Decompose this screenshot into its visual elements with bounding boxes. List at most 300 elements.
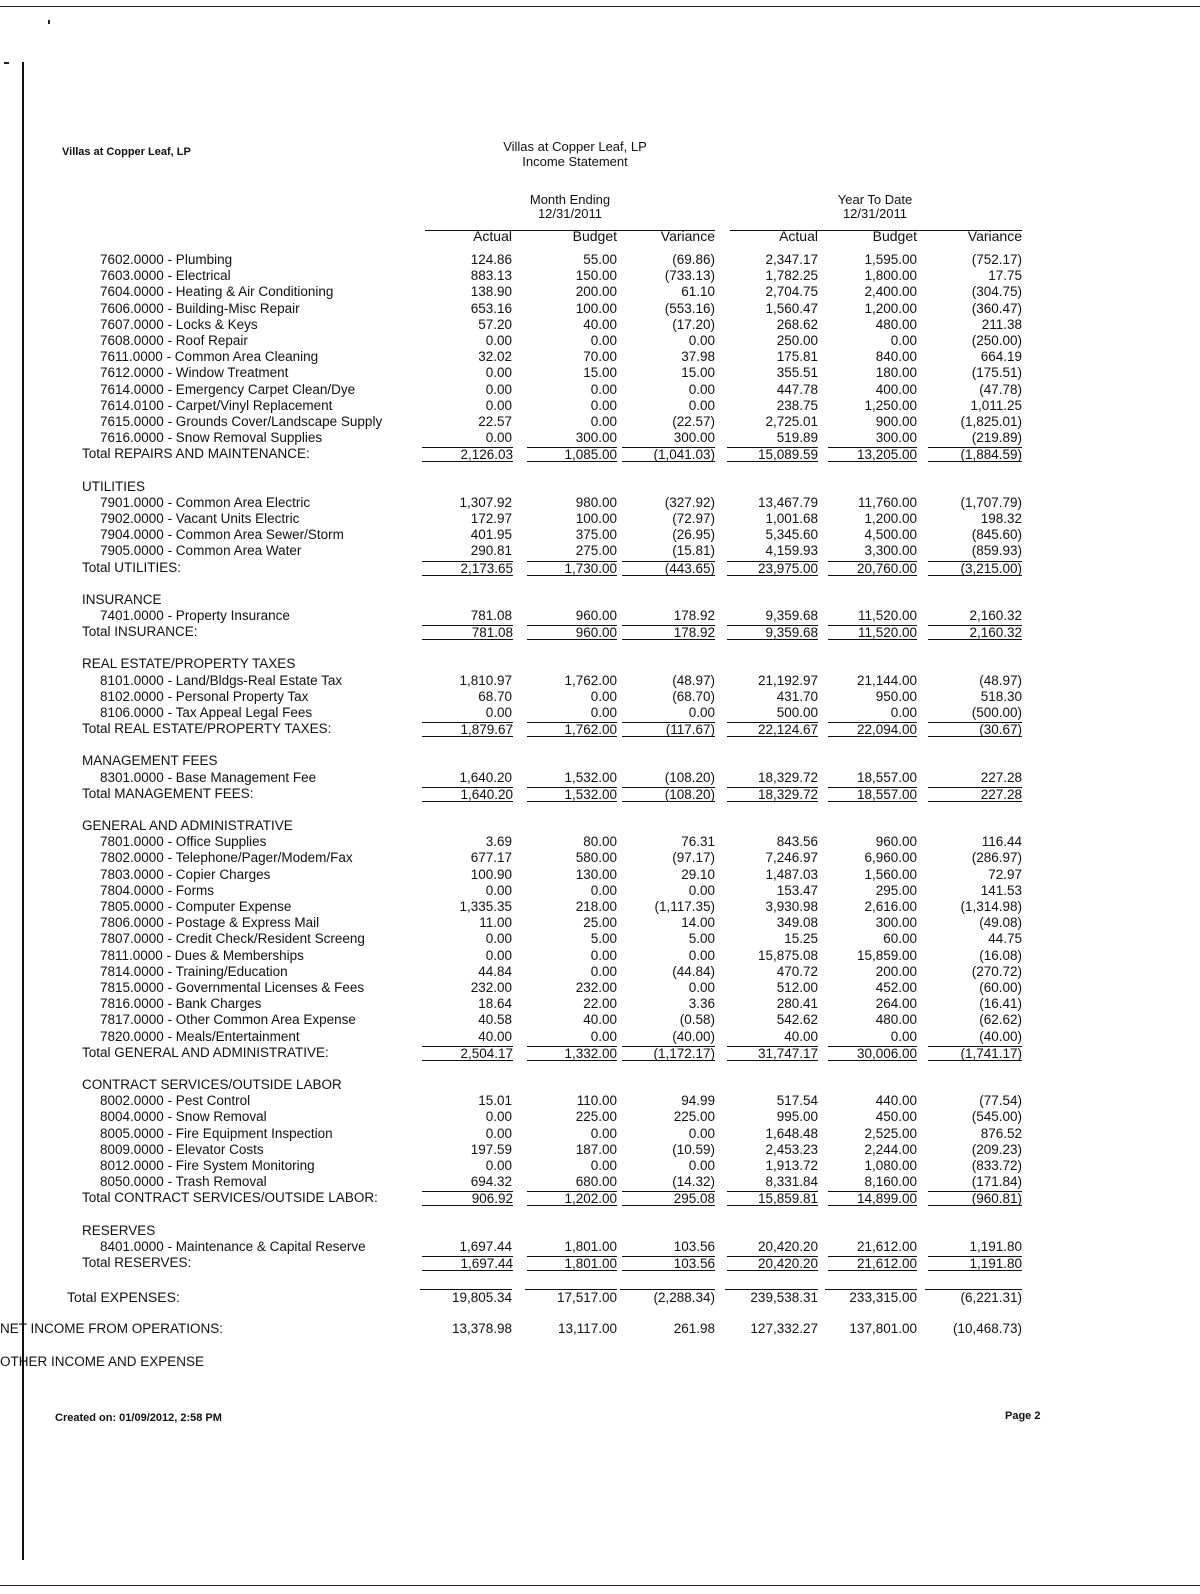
cell-month-budget: 0.00 <box>590 1125 617 1141</box>
col-header-month-budget: Budget <box>572 228 617 244</box>
cell-month-budget: 1,202.00 <box>527 1191 617 1206</box>
section-heading <box>0 818 1200 834</box>
cell-ytd-budget: 15,859.00 <box>856 947 917 963</box>
cell-ytd-actual: 21,192.97 <box>757 672 818 688</box>
cell-month-budget: 0.00 <box>590 333 617 348</box>
cell-ytd-actual: 153.47 <box>776 882 818 898</box>
row-label: Total REPAIRS AND MAINTENANCE: <box>82 446 310 462</box>
cell-ytd-actual: 5,345.60 <box>765 527 818 543</box>
cell-ytd-actual: 7,246.97 <box>765 850 818 866</box>
cell-month-actual: 40.58 <box>478 1012 512 1028</box>
net-row <box>0 1321 1200 1337</box>
cell-ytd-variance: (286.97) <box>971 850 1022 866</box>
row-label: Total UTILITIES: <box>82 559 182 575</box>
table-row <box>0 1174 1200 1190</box>
cell-month-variance: 15.00 <box>681 365 715 381</box>
table-row <box>0 1012 1200 1028</box>
cell-ytd-budget: 480.00 <box>875 316 917 332</box>
table-row <box>0 495 1200 511</box>
row-label: 7902.0000 - Vacant Units Electric <box>100 511 300 526</box>
cell-ytd-budget: 0.00 <box>890 705 917 720</box>
cell-ytd-variance: (3,215.00) <box>928 561 1022 576</box>
cell-month-variance: 103.56 <box>622 1256 715 1271</box>
subtotal-row <box>0 1255 1200 1271</box>
cell-month-actual: 1,640.20 <box>459 769 512 785</box>
cell-month-variance: 103.56 <box>673 1238 715 1254</box>
cell-ytd-budget: 1,595.00 <box>864 252 917 267</box>
cell-month-actual: 19,805.34 <box>420 1289 512 1306</box>
cell-ytd-variance: (833.72) <box>971 1158 1022 1173</box>
cell-ytd-actual: 512.00 <box>776 980 818 995</box>
row-label: INSURANCE <box>82 591 162 607</box>
cell-ytd-budget: 300.00 <box>875 430 917 446</box>
cell-ytd-budget: 11,520.00 <box>857 608 917 623</box>
row-label: OTHER INCOME AND EXPENSE <box>0 1353 205 1369</box>
cell-ytd-variance: 2,160.32 <box>928 625 1022 640</box>
cell-month-actual: 0.00 <box>485 1109 512 1125</box>
cell-month-budget: 1,532.00 <box>564 769 617 785</box>
table-row <box>0 527 1200 543</box>
cell-month-budget: 232.00 <box>575 980 617 995</box>
cell-month-budget: 0.00 <box>590 963 617 979</box>
cell-ytd-budget: 8,160.00 <box>864 1174 917 1190</box>
cell-month-actual: 3.69 <box>485 834 512 850</box>
row-label: 7807.0000 - Credit Check/Resident Screeng <box>100 931 365 947</box>
row-label: UTILITIES <box>82 478 146 494</box>
cell-month-budget: 1,762.00 <box>527 722 617 737</box>
cell-month-budget: 0.00 <box>590 947 617 963</box>
cell-ytd-variance: (250.00) <box>971 333 1022 348</box>
cell-month-budget: 40.00 <box>583 1012 617 1028</box>
cell-ytd-actual: 1,560.47 <box>765 300 818 316</box>
cell-month-budget: 960.00 <box>527 625 617 640</box>
row-label: 7401.0000 - Property Insurance <box>100 608 290 623</box>
cell-month-budget: 110.00 <box>576 1093 617 1109</box>
cell-ytd-budget: 4,500.00 <box>864 527 917 543</box>
cell-ytd-budget: 1,080.00 <box>864 1158 917 1173</box>
cell-ytd-actual: 3,930.98 <box>765 899 818 914</box>
cell-ytd-actual: 500.00 <box>776 705 818 720</box>
section-heading <box>0 656 1200 672</box>
cell-ytd-actual: 15,859.81 <box>727 1191 818 1206</box>
ytd-label: Year To Date <box>837 192 913 207</box>
row-label: Total CONTRACT SERVICES/OUTSIDE LABOR: <box>82 1190 378 1206</box>
cell-ytd-budget: 3,300.00 <box>864 543 917 559</box>
cell-ytd-variance: 211.38 <box>981 316 1022 332</box>
row-label: 8301.0000 - Base Management Fee <box>100 769 317 785</box>
cell-month-actual: 0.00 <box>485 931 512 947</box>
cell-ytd-budget: 18,557.00 <box>828 787 917 802</box>
cell-month-actual: 138.90 <box>470 284 512 300</box>
row-label: 7608.0000 - Roof Repair <box>100 333 248 348</box>
table-row <box>0 931 1200 947</box>
cell-ytd-variance: 227.28 <box>928 787 1022 802</box>
cell-ytd-actual: 15,875.08 <box>757 947 818 963</box>
cell-month-variance: 0.00 <box>688 980 715 995</box>
cell-ytd-actual: 517.54 <box>776 1093 818 1109</box>
cell-month-actual: 172.97 <box>470 511 512 526</box>
cell-month-variance: 5.00 <box>688 931 715 947</box>
cell-month-budget: 22.00 <box>583 996 617 1012</box>
table-row <box>0 834 1200 850</box>
cell-ytd-budget: 11,760.00 <box>857 494 917 510</box>
cell-month-variance: 0.00 <box>688 381 715 397</box>
table-row <box>0 915 1200 931</box>
row-label: 7904.0000 - Common Area Sewer/Storm <box>100 527 344 543</box>
cell-month-budget: 960.00 <box>575 608 617 623</box>
cell-ytd-budget: 1,250.00 <box>864 397 917 413</box>
row-label: 7603.0000 - Electrical <box>100 268 231 284</box>
cell-ytd-variance: (845.60) <box>971 527 1022 543</box>
subtotal-row <box>0 560 1200 576</box>
cell-month-actual: 100.90 <box>470 866 512 882</box>
cell-month-budget: 0.00 <box>590 397 617 413</box>
row-label: 8102.0000 - Personal Property Tax <box>100 688 309 704</box>
subtotal-row <box>0 1045 1200 1061</box>
cell-ytd-actual: 1,913.72 <box>765 1158 818 1173</box>
subtotal-row <box>0 786 1200 802</box>
cell-ytd-actual: 470.72 <box>776 963 818 979</box>
row-label: 7820.0000 - Meals/Entertainment <box>100 1028 300 1044</box>
cell-month-variance: (14.32) <box>672 1174 715 1190</box>
cell-month-budget: 55.00 <box>583 252 617 267</box>
cell-ytd-variance: 876.52 <box>980 1125 1022 1141</box>
cell-ytd-actual: 995.00 <box>776 1109 818 1125</box>
cell-ytd-actual: 2,453.23 <box>765 1141 818 1157</box>
row-label: 8005.0000 - Fire Equipment Inspection <box>100 1125 333 1141</box>
bottom-border-line <box>0 1585 1200 1586</box>
row-label: 7607.0000 - Locks & Keys <box>100 316 258 332</box>
cell-month-budget: 0.00 <box>590 1158 617 1173</box>
cell-month-variance: 300.00 <box>673 430 715 446</box>
table-row <box>0 1126 1200 1142</box>
cell-month-budget: 275.00 <box>575 543 617 559</box>
cell-ytd-budget: 0.00 <box>890 1028 917 1044</box>
cell-month-actual: 1,335.35 <box>459 899 512 914</box>
table-row <box>0 948 1200 964</box>
cell-month-actual: 781.08 <box>470 608 512 623</box>
table-row <box>0 398 1200 414</box>
row-label: REAL ESTATE/PROPERTY TAXES <box>82 656 296 672</box>
table-row <box>0 511 1200 527</box>
cell-month-variance: 0.00 <box>688 882 715 898</box>
cell-month-budget: 25.00 <box>583 915 617 931</box>
cell-ytd-actual: 542.62 <box>776 1012 818 1028</box>
row-label: MANAGEMENT FEES <box>82 753 218 769</box>
cell-month-budget: 200.00 <box>575 284 617 300</box>
scan-speck <box>4 62 9 64</box>
cell-ytd-variance: 17.75 <box>988 268 1022 284</box>
company-name: Villas at Copper Leaf, LP <box>62 146 191 158</box>
cell-ytd-variance: (500.00) <box>971 705 1022 720</box>
cell-ytd-variance: (48.97) <box>979 672 1022 688</box>
cell-month-variance: (68.70) <box>672 688 715 704</box>
cell-ytd-actual: 239,538.31 <box>725 1289 818 1306</box>
table-row <box>0 1239 1200 1255</box>
section-heading <box>0 753 1200 769</box>
table-row <box>0 382 1200 398</box>
cell-ytd-variance: (1,741.17) <box>928 1046 1022 1061</box>
cell-ytd-variance: (6,221.31) <box>925 1289 1022 1306</box>
cell-month-actual: 401.95 <box>470 527 512 543</box>
col-header-ytd-budget: Budget <box>872 228 917 244</box>
cell-ytd-variance: 141.53 <box>980 882 1022 898</box>
row-label: 7814.0000 - Training/Education <box>100 963 288 979</box>
cell-month-variance: 178.92 <box>622 625 715 640</box>
table-row <box>0 430 1200 446</box>
report-company-title: Villas at Copper Leaf, LP <box>503 139 647 154</box>
month-ending-label: Month Ending <box>529 192 611 207</box>
row-label: 7611.0000 - Common Area Cleaning <box>100 349 319 365</box>
cell-month-variance: (443.65) <box>622 561 715 576</box>
cell-month-actual: 2,504.17 <box>422 1046 513 1061</box>
cell-ytd-variance: 664.19 <box>980 349 1022 365</box>
row-label: 7616.0000 - Snow Removal Supplies <box>100 430 323 446</box>
row-label: 7905.0000 - Common Area Water <box>100 543 302 559</box>
cell-ytd-actual: 1,782.25 <box>765 268 818 284</box>
cell-ytd-budget: 452.00 <box>875 980 917 995</box>
cell-month-actual: 57.20 <box>478 316 512 332</box>
table-row <box>0 867 1200 883</box>
cell-month-actual: 1,697.44 <box>422 1256 513 1271</box>
cell-month-actual: 0.00 <box>485 1125 512 1141</box>
cell-month-variance: (48.97) <box>672 672 715 688</box>
ytd-date: 12/31/2011 <box>842 206 908 221</box>
cell-month-actual: 1,697.44 <box>459 1238 512 1254</box>
cell-month-actual: 0.00 <box>485 430 512 446</box>
cell-month-variance: (22.57) <box>672 414 715 429</box>
cell-ytd-budget: 200.00 <box>875 963 917 979</box>
cell-ytd-variance: (10,468.73) <box>952 1321 1022 1337</box>
cell-ytd-actual: 843.56 <box>776 834 818 850</box>
cell-month-variance: 178.92 <box>673 608 715 623</box>
section-heading <box>0 479 1200 495</box>
cell-ytd-budget: 21,612.00 <box>828 1256 917 1271</box>
cell-ytd-budget: 2,616.00 <box>864 899 917 914</box>
cell-ytd-actual: 175.81 <box>776 349 818 365</box>
cell-month-actual: 18.64 <box>478 996 512 1012</box>
cell-ytd-budget: 233,315.00 <box>825 1289 917 1306</box>
cell-ytd-actual: 15,089.59 <box>727 447 818 462</box>
cell-ytd-actual: 13,467.79 <box>757 494 818 510</box>
cell-month-variance: (1,117.35) <box>654 899 715 914</box>
cell-month-variance: (1,041.03) <box>622 447 715 462</box>
cell-month-actual: 1,810.97 <box>459 672 512 688</box>
cell-month-budget: 13,117.00 <box>557 1321 617 1337</box>
cell-ytd-variance: (209.23) <box>971 1141 1022 1157</box>
cell-month-actual: 68.70 <box>478 688 512 704</box>
row-label: Total INSURANCE: <box>82 624 198 640</box>
cell-month-actual: 40.00 <box>478 1028 512 1044</box>
net-row <box>0 1354 1200 1370</box>
cell-ytd-budget: 0.00 <box>890 333 917 348</box>
row-label: Total RESERVES: <box>82 1255 192 1270</box>
cell-ytd-variance: (219.89) <box>971 430 1022 446</box>
cell-ytd-variance: 198.32 <box>980 511 1022 526</box>
cell-ytd-variance: 72.97 <box>988 866 1022 882</box>
cell-month-variance: (327.92) <box>664 494 715 510</box>
cell-month-actual: 883.13 <box>470 268 512 284</box>
cell-ytd-variance: 1,191.80 <box>969 1238 1022 1254</box>
cell-ytd-budget: 1,800.00 <box>864 268 917 284</box>
cell-month-actual: 44.84 <box>478 963 512 979</box>
table-row <box>0 770 1200 786</box>
cell-month-variance: (733.13) <box>664 268 715 284</box>
cell-month-variance: 3.36 <box>688 996 715 1012</box>
cell-ytd-budget: 400.00 <box>875 381 917 397</box>
cell-ytd-actual: 1,487.03 <box>765 866 818 882</box>
table-row <box>0 980 1200 996</box>
cell-month-actual: 290.81 <box>470 543 512 559</box>
cell-month-variance: 0.00 <box>688 947 715 963</box>
cell-month-variance: (44.84) <box>672 963 715 979</box>
cell-month-variance: 0.00 <box>688 333 715 348</box>
cell-month-variance: 0.00 <box>688 1125 715 1141</box>
cell-ytd-budget: 60.00 <box>883 931 917 947</box>
month-ending-date: 12/31/2011 <box>537 206 603 221</box>
table-row <box>0 301 1200 317</box>
cell-ytd-actual: 9,359.68 <box>727 625 818 640</box>
cell-month-actual: 0.00 <box>485 1158 512 1173</box>
cell-month-variance: 261.98 <box>673 1321 715 1337</box>
page-number: Page 2 <box>1005 1410 1041 1422</box>
cell-month-variance: 0.00 <box>688 397 715 413</box>
cell-ytd-actual: 4,159.93 <box>765 543 818 559</box>
cell-month-actual: 197.59 <box>470 1141 512 1157</box>
cell-ytd-variance: 116.44 <box>981 834 1022 850</box>
row-label: 7815.0000 - Governmental Licenses & Fees <box>100 980 365 995</box>
cell-ytd-variance: (270.72) <box>971 963 1022 979</box>
cell-ytd-actual: 431.70 <box>776 688 818 704</box>
cell-ytd-budget: 900.00 <box>875 414 917 429</box>
table-row <box>0 883 1200 899</box>
cell-month-budget: 300.00 <box>575 430 617 446</box>
cell-ytd-actual: 238.75 <box>776 397 818 413</box>
cell-ytd-budget: 480.00 <box>875 1012 917 1028</box>
cell-ytd-budget: 14,899.00 <box>828 1191 917 1206</box>
table-row <box>0 1029 1200 1045</box>
cell-month-variance: (72.97) <box>672 511 715 526</box>
cell-ytd-actual: 268.62 <box>776 316 818 332</box>
cell-month-actual: 0.00 <box>485 705 512 720</box>
col-header-ytd-variance: Variance <box>967 228 1022 244</box>
table-row <box>0 964 1200 980</box>
cell-ytd-variance: (859.93) <box>971 543 1022 559</box>
cell-ytd-variance: 44.75 <box>988 931 1022 947</box>
cell-ytd-budget: 264.00 <box>875 996 917 1012</box>
cell-month-budget: 1,332.00 <box>527 1046 617 1061</box>
cell-ytd-variance: (752.17) <box>971 252 1022 267</box>
cell-month-budget: 1,085.00 <box>527 447 617 462</box>
cell-ytd-variance: (360.47) <box>971 300 1022 316</box>
table-row <box>0 1093 1200 1109</box>
cell-month-variance: 0.00 <box>688 705 715 720</box>
row-label: 7804.0000 - Forms <box>100 882 215 898</box>
row-label: 8106.0000 - Tax Appeal Legal Fees <box>100 705 313 720</box>
cell-month-actual: 15.01 <box>478 1093 512 1109</box>
table-row <box>0 608 1200 624</box>
cell-month-variance: 295.08 <box>622 1191 715 1206</box>
cell-month-actual: 694.32 <box>470 1174 512 1190</box>
top-border-line <box>0 6 1200 7</box>
row-label: NET INCOME FROM OPERATIONS: <box>0 1321 224 1337</box>
cell-ytd-actual: 20,420.20 <box>727 1256 818 1271</box>
cell-ytd-budget: 300.00 <box>875 915 917 931</box>
row-label: 8050.0000 - Trash Removal <box>100 1174 267 1190</box>
cell-month-variance: (97.17) <box>672 850 715 866</box>
cell-month-budget: 5.00 <box>590 931 617 947</box>
cell-month-actual: 1,879.67 <box>422 722 513 737</box>
cell-ytd-actual: 18,329.72 <box>757 769 818 785</box>
cell-ytd-budget: 840.00 <box>875 349 917 365</box>
col-header-month-variance: Variance <box>660 228 715 244</box>
row-label: 7806.0000 - Postage & Express Mail <box>100 915 320 931</box>
row-label: 7602.0000 - Plumbing <box>100 252 233 267</box>
cell-month-variance: 76.31 <box>681 834 715 850</box>
cell-month-variance: 225.00 <box>673 1109 715 1125</box>
cell-ytd-budget: 11,520.00 <box>828 625 917 640</box>
table-row <box>0 365 1200 381</box>
row-label: 7811.0000 - Dues & Memberships <box>100 947 304 963</box>
table-row <box>0 996 1200 1012</box>
subtotal-row <box>0 721 1200 737</box>
subtotal-row <box>0 624 1200 640</box>
cell-month-variance: (117.67) <box>622 722 715 737</box>
table-row <box>0 705 1200 721</box>
cell-month-variance: (15.81) <box>672 543 715 559</box>
total-expenses-row <box>0 1289 1200 1305</box>
cell-ytd-variance: (1,884.59) <box>928 447 1022 462</box>
subtotal-row <box>0 446 1200 462</box>
cell-ytd-budget: 1,200.00 <box>864 300 917 316</box>
cell-ytd-budget: 2,525.00 <box>864 1125 917 1141</box>
cell-ytd-budget: 1,200.00 <box>864 511 917 526</box>
row-label: Total MANAGEMENT FEES: <box>82 785 254 801</box>
row-label: 8101.0000 - Land/Bldgs-Real Estate Tax <box>100 672 343 688</box>
cell-ytd-variance: (1,825.01) <box>960 414 1022 429</box>
cell-month-budget: 580.00 <box>575 850 617 866</box>
cell-month-variance: (0.58) <box>679 1012 715 1028</box>
row-label: 7802.0000 - Telephone/Pager/Modem/Fax <box>100 850 353 866</box>
cell-ytd-budget: 6,960.00 <box>864 850 917 866</box>
cell-month-budget: 1,762.00 <box>564 672 617 688</box>
row-label: 8004.0000 - Snow Removal <box>100 1109 267 1125</box>
cell-ytd-variance: (40.00) <box>979 1028 1022 1044</box>
table-row <box>0 1158 1200 1174</box>
table-row <box>0 268 1200 284</box>
cell-month-variance: (26.95) <box>672 527 715 543</box>
row-label: 7606.0000 - Building-Misc Repair <box>100 300 300 316</box>
cell-month-budget: 1,801.00 <box>527 1256 617 1271</box>
cell-ytd-actual: 280.41 <box>776 996 818 1012</box>
cell-ytd-actual: 20,420.20 <box>757 1238 818 1254</box>
cell-ytd-actual: 31,747.17 <box>727 1046 818 1061</box>
cell-month-actual: 2,173.65 <box>422 561 513 576</box>
cell-month-variance: (1,172.17) <box>622 1046 715 1061</box>
cell-month-actual: 13,378.98 <box>451 1321 512 1337</box>
cell-ytd-actual: 18,329.72 <box>727 787 818 802</box>
cell-ytd-actual: 8,331.84 <box>765 1174 818 1190</box>
cell-ytd-actual: 2,704.75 <box>765 284 818 300</box>
cell-month-actual: 781.08 <box>422 625 513 640</box>
report-title: Income Statement <box>522 154 628 169</box>
cell-month-budget: 1,801.00 <box>564 1238 617 1254</box>
cell-month-budget: 225.00 <box>575 1109 617 1125</box>
cell-ytd-actual: 349.08 <box>776 915 818 931</box>
cell-month-budget: 980.00 <box>575 494 617 510</box>
row-label: 7801.0000 - Office Supplies <box>100 834 267 850</box>
cell-month-budget: 150.00 <box>575 268 617 284</box>
